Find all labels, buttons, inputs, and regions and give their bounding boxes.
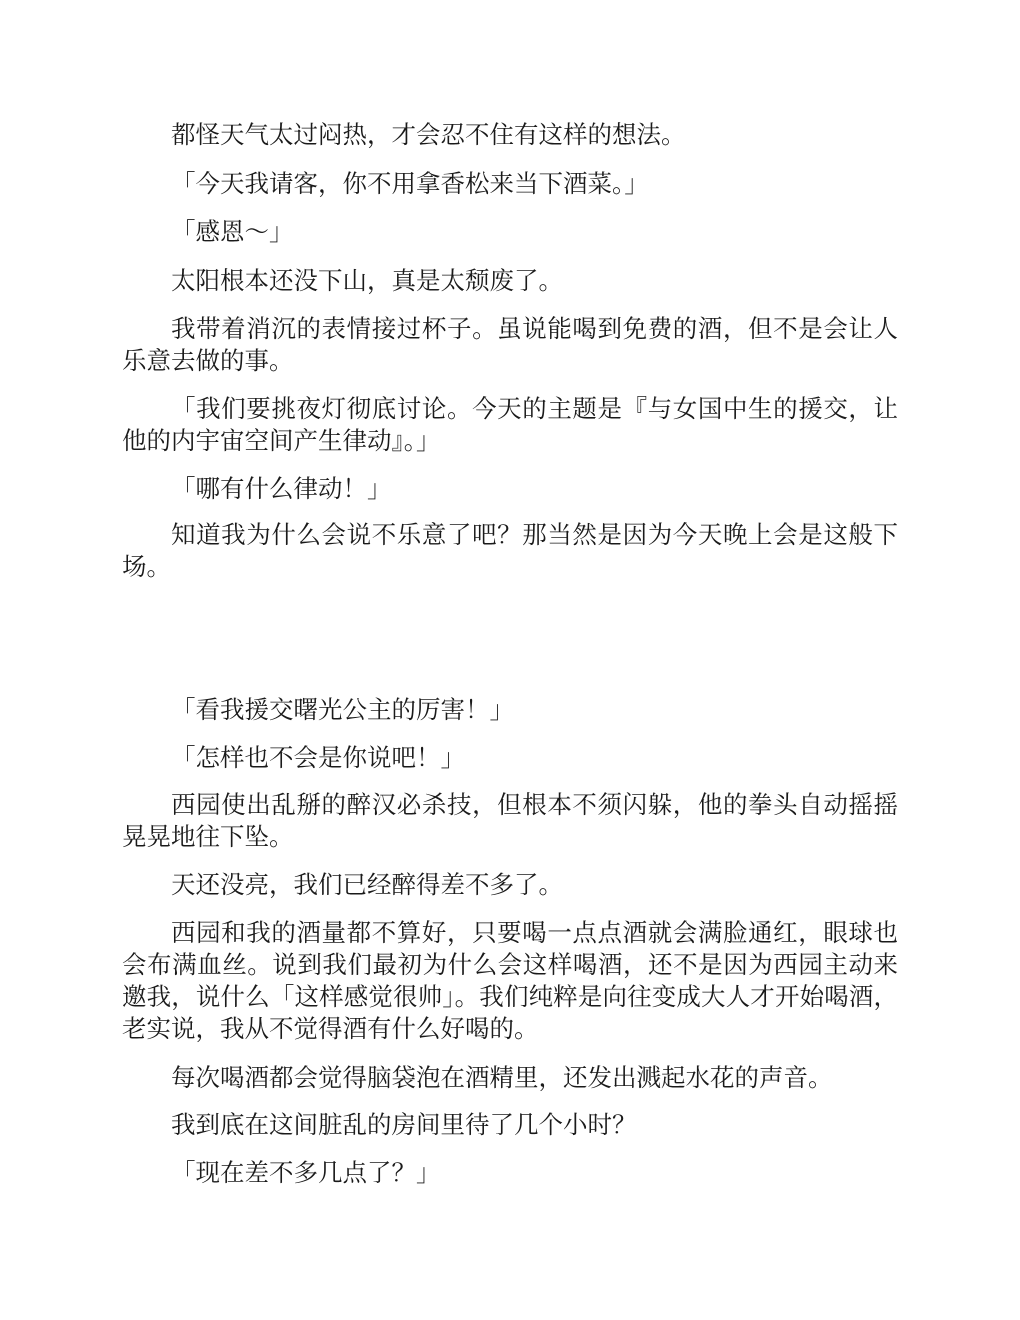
paragraph-12: 天还没亮，我们已经醉得差不多了。 [171, 870, 563, 899]
paragraph-2: 「今天我请客，你不用拿香松来当下酒菜。」 [171, 169, 649, 198]
paragraph-4: 太阳根本还没下山，真是太颓废了。 [171, 266, 563, 295]
paragraph-7: 「哪有什么律动！」 [171, 474, 392, 503]
paragraph-13: 西园和我的酒量都不算好，只要喝一点点酒就会满脸通红，眼球也会布满血丝。说到我们最初为什么会这样喝酒，还不是因为西园主动来邀我，说什么「这样感觉很帅」。我们纯粹是向往变成大人才开始喝酒，老实说，我从不觉得酒有什么好喝的。 [122, 918, 898, 1043]
paragraph-10: 「怎样也不会是你说吧！」 [171, 743, 465, 772]
paragraph-6: 「我们要挑夜灯彻底讨论。今天的主题是『与女国中生的援交，让他的内宇宙空间产生律动』。」 [122, 394, 898, 455]
paragraph-11: 西园使出乱掰的醉汉必杀技，但根本不须闪躲，他的拳头自动摇摇晃晃地往下坠。 [122, 790, 898, 851]
paragraph-5: 我带着消沉的表情接过杯子。虽说能喝到免费的酒，但不是会让人乐意去做的事。 [122, 314, 898, 375]
paragraph-1: 都怪天气太过闷热，才会忍不住有这样的想法。 [171, 120, 686, 149]
paragraph-15: 我到底在这间脏乱的房间里待了几个小时？ [171, 1110, 637, 1139]
paragraph-16: 「现在差不多几点了？」 [171, 1158, 441, 1187]
paragraph-3: 「感恩～」 [171, 217, 294, 246]
paragraph-8: 知道我为什么会说不乐意了吧？那当然是因为今天晚上会是这般下场。 [122, 520, 898, 581]
paragraph-9: 「看我援交曙光公主的厉害！」 [171, 695, 514, 724]
paragraph-14: 每次喝酒都会觉得脑袋泡在酒精里，还发出溅起水花的声音。 [171, 1063, 833, 1092]
